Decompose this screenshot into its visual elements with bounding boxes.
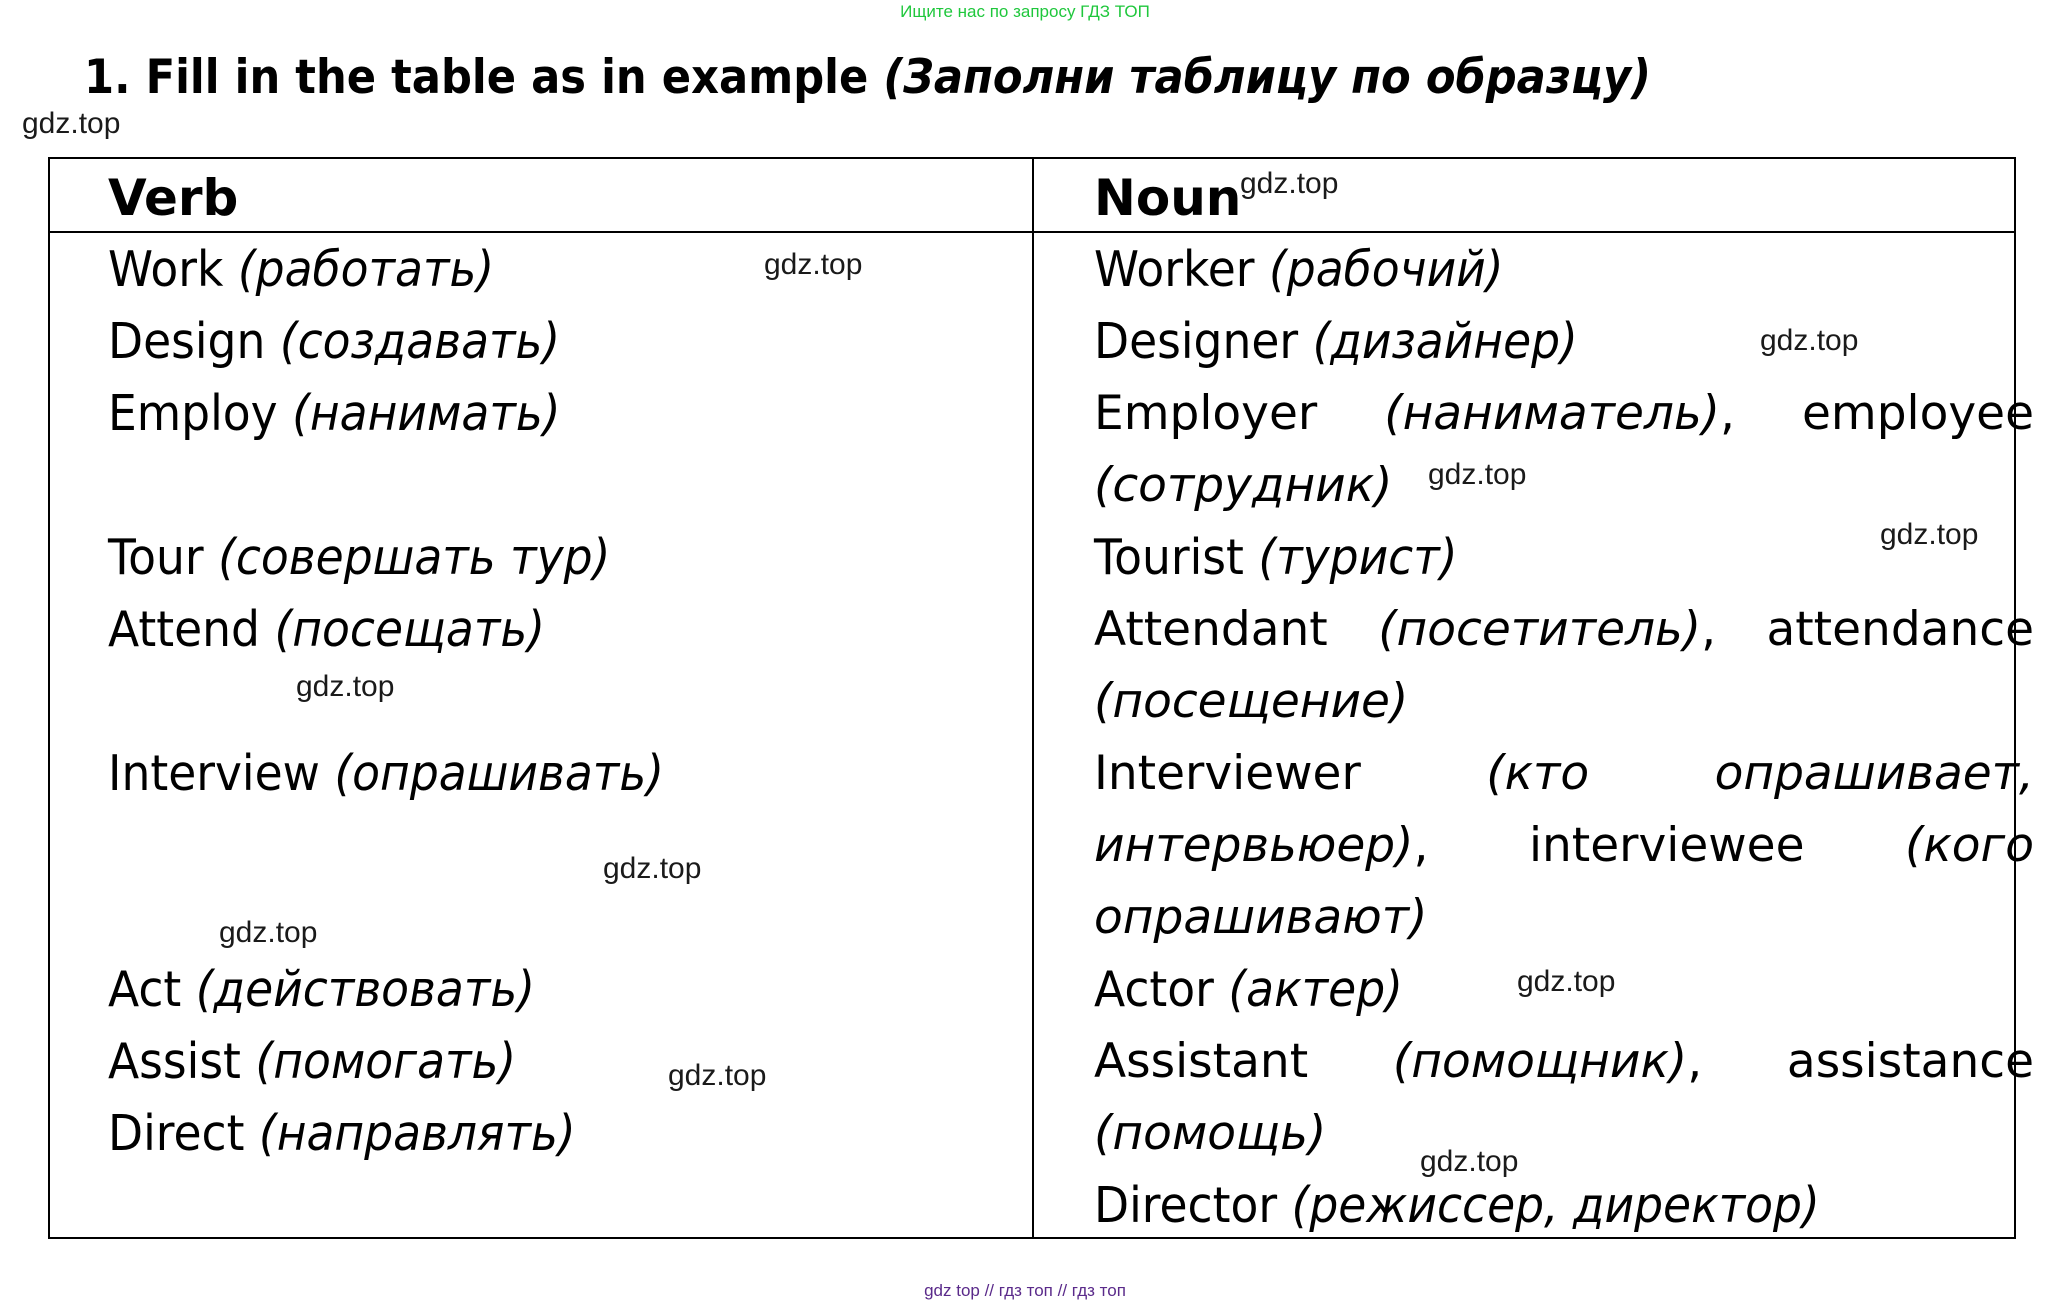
top-banner: Ищите нас по запросу ГДЗ ТОП — [900, 2, 1150, 21]
watermark: gdz.top — [603, 852, 702, 885]
noun-cell: Attendant (посетитель), attendance (посещение) — [1094, 602, 2034, 729]
verb-cell: Employ (нанимать) — [108, 385, 561, 442]
noun-cell: Designer (дизайнер) — [1094, 313, 1578, 370]
title-translation: (Заполни таблицу по образцу) — [883, 50, 1651, 105]
header-divider — [50, 231, 2014, 233]
verb-cell: Act (действовать) — [108, 961, 536, 1018]
watermark: gdz.top — [1517, 965, 1616, 998]
watermark: gdz.top — [22, 107, 121, 140]
noun-header: Noun — [1094, 169, 1242, 227]
verb-cell: Assist (помогать) — [108, 1033, 517, 1090]
exercise-title — [84, 48, 1878, 108]
verb-cell: Design (создавать) — [108, 313, 561, 370]
watermark: gdz.top — [668, 1059, 767, 1092]
noun-cell: Assistant (помощник), assistance (помощь) — [1094, 1034, 2034, 1161]
noun-cell: Tourist (турист) — [1094, 529, 1458, 586]
title-text: 1. Fill in the table as in example — [84, 50, 884, 105]
watermark: gdz.top — [1420, 1145, 1519, 1178]
footer-watermark: gdz top // гдз топ // гдз топ — [924, 1281, 1126, 1300]
noun-cell: Interviewer (кто опрашивает, интервьюер), interviewee (кого опрашивают) — [1094, 746, 2034, 945]
verb-cell: Tour (совершать тур) — [108, 529, 611, 586]
verb-cell: Direct (направлять) — [108, 1105, 576, 1162]
watermark: gdz.top — [219, 916, 318, 949]
watermark: gdz.top — [1428, 458, 1527, 491]
verb-cell: Attend (посещать) — [108, 601, 546, 658]
verb-header: Verb — [108, 169, 239, 227]
watermark: gdz.top — [296, 670, 395, 703]
watermark: gdz.top — [764, 248, 863, 281]
noun-cell: Worker (рабочий) — [1094, 241, 1504, 298]
verb-cell: Interview (опрашивать) — [108, 745, 664, 802]
watermark: gdz.top — [1760, 324, 1859, 357]
noun-cell: Employer (наниматель), employee (сотрудник) — [1094, 386, 2034, 513]
column-divider — [1032, 159, 1034, 1237]
watermark: gdz.top — [1240, 167, 1339, 200]
verb-cell: Work (работать) — [108, 241, 495, 298]
noun-cell: Actor (актер) — [1094, 961, 1403, 1018]
noun-cell: Director (режиссер, директор) — [1094, 1177, 1820, 1234]
watermark: gdz.top — [1880, 518, 1979, 551]
